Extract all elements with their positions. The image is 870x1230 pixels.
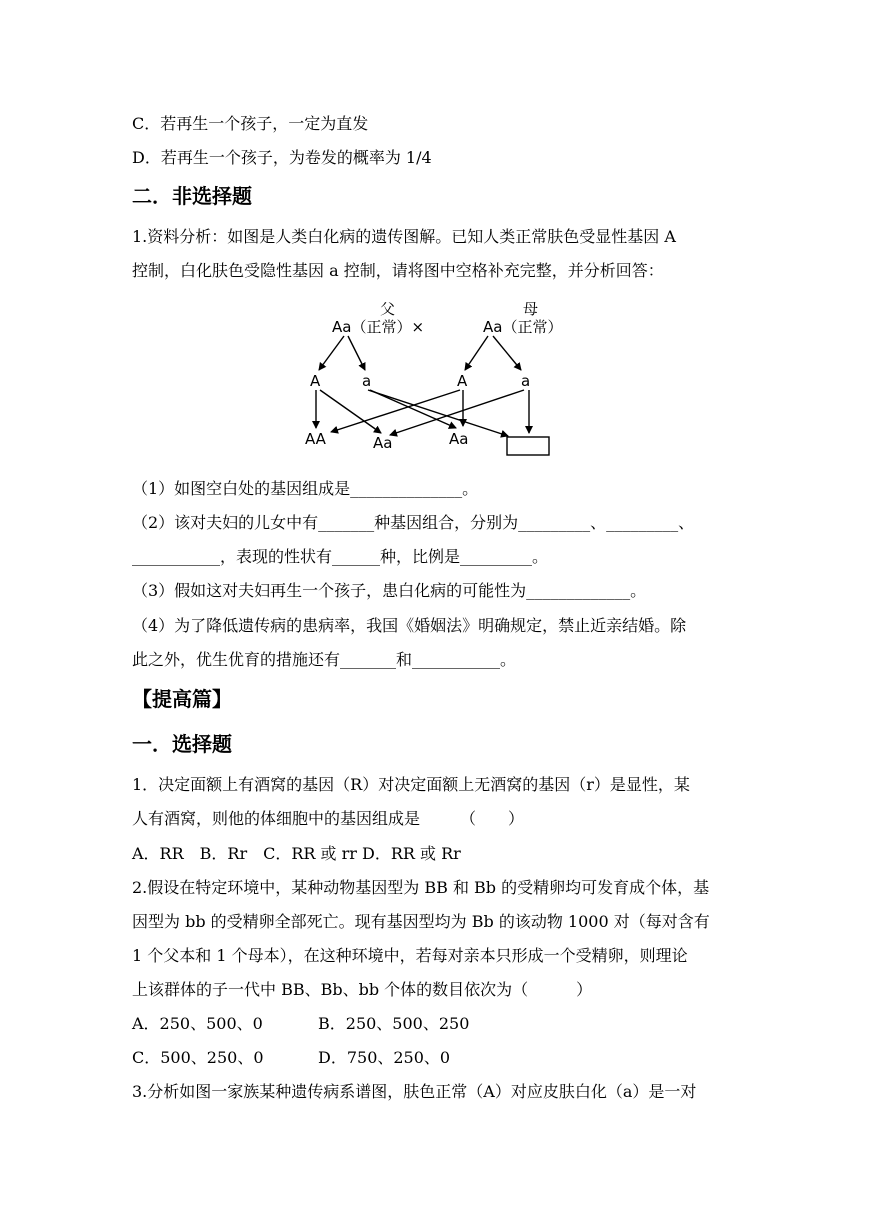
section-heading-nonchoice: 二．非选择题 [132, 184, 252, 208]
gamete-mother-A: A [457, 372, 468, 390]
adv-q2-line1: 2.假设在特定环境中，某种动物基因型为 BB 和 Bb 的受精卵均可发育成个体，基 [132, 878, 710, 897]
q1-sub2-line2: ___________，表现的性状有______种，比例是_________。 [132, 547, 549, 566]
q1-intro-line2: 控制，白化肤色受隐性基因 a 控制，请将图中空格补充完整，并分析回答： [132, 261, 664, 280]
q1-sub3: （3）假如这对夫妇再生一个孩子，患白化病的可能性为_____________。 [132, 581, 647, 600]
adv-q2-option-b: B．250、500、250 [318, 1014, 470, 1033]
mother-label: 母 [523, 300, 539, 318]
section-heading-choice: 一．选择题 [132, 732, 232, 756]
gamete-father-A: A [310, 372, 321, 390]
adv-q2-line2: 因型为 bb 的受精卵全部死亡。现有基因型均为 Bb 的该动物 1000 对（每对含有 [132, 912, 710, 931]
adv-q2-option-a: A．250、500、0 [132, 1014, 263, 1033]
offspring-AA: AA [305, 430, 326, 448]
father-genotype: Aa（正常）× [332, 318, 425, 336]
advanced-title: 【提高篇】 [132, 687, 232, 711]
adv-q2-option-d: D．750、250、0 [318, 1048, 451, 1067]
inheritance-diagram [300, 298, 570, 463]
q1-sub4-line1: （4）为了降低遗传病的患病率，我国《婚姻法》明确规定，禁止近亲结婚。除 [132, 616, 687, 635]
adv-q1-line2: 人有酒窝，则他的体细胞中的基因组成是 （ ） [132, 809, 525, 828]
adv-q2-line4: 上该群体的子一代中 BB、Bb、bb 个体的数目依次为（ ） [132, 980, 593, 999]
adv-q1-line1: 1．决定面额上有酒窝的基因（R）对决定面额上无酒窝的基因（r）是显性，某 [132, 775, 690, 794]
q1-sub2-line1: （2）该对夫妇的儿女中有_______种基因组合，分别为_________、_________、 [132, 513, 695, 532]
offspring-Aa-1: Aa [373, 434, 393, 452]
option-d: D．若再生一个孩子，为卷发的概率为 1/4 [132, 148, 432, 167]
adv-q1-options: A．RR B．Rr C．RR 或 rr D．RR 或 Rr [132, 844, 461, 863]
q1-sub4-line2: 此之外，优生优育的措施还有_______和___________。 [132, 650, 517, 669]
option-c: C．若再生一个孩子，一定为直发 [132, 114, 369, 133]
q1-intro-line1: 1.资料分析：如图是人类白化病的遗传图解。已知人类正常肤色受显性基因 A [132, 227, 676, 246]
gamete-mother-a: a [521, 372, 531, 390]
adv-q2-line3: 1 个父本和 1 个母本），在这种环境中，若每对亲本只形成一个受精卵，则理论 [132, 946, 688, 965]
blank-answer-box [507, 437, 549, 455]
offspring-Aa-2: Aa [449, 430, 469, 448]
gamete-father-a: a [362, 372, 372, 390]
q1-sub1: （1）如图空白处的基因组成是______________。 [132, 479, 479, 498]
adv-q2-option-c: C．500、250、0 [132, 1048, 264, 1067]
adv-q3-line1: 3.分析如图一家族某种遗传病系谱图，肤色正常（A）对应皮肤白化（a）是一对 [132, 1082, 697, 1101]
father-label: 父 [380, 300, 396, 318]
mother-genotype: Aa（正常） [483, 318, 563, 336]
